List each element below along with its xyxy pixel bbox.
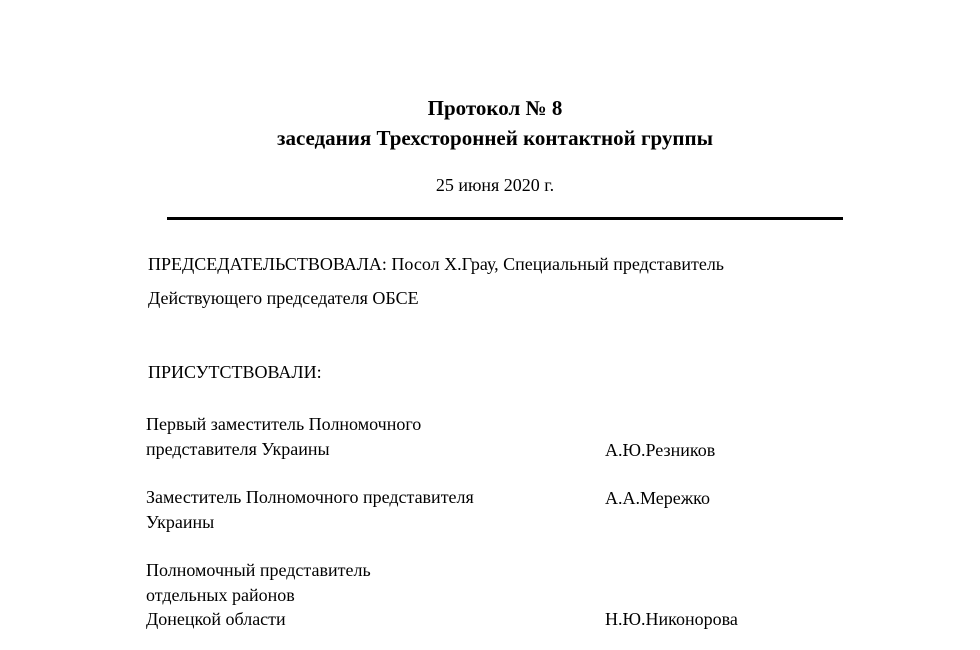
participant-3-role-line-1: Полномочный представитель [146, 560, 371, 580]
document-date: 25 июня 2020 г. [435, 175, 555, 195]
document-subtitle: заседания Трехсторонней контактной группы [277, 126, 713, 150]
participant-1-name: А.Ю.Резников [605, 440, 716, 460]
participant-2-role-line-1: Заместитель Полномочного представителя [146, 487, 474, 507]
participant-2-role-line-2: Украины [146, 512, 215, 532]
document-title: Протокол № 8 [427, 96, 563, 120]
chair-line-2: Действующего председателя ОБСЕ [148, 288, 419, 308]
participant-3-role-line-2: отдельных районов [146, 585, 295, 605]
present-heading: ПРИСУТСТВОВАЛИ: [148, 362, 322, 382]
participant-1-role-line-2: представителя Украины [146, 439, 330, 459]
horizontal-rule [167, 217, 843, 220]
participant-2-name: А.А.Мережко [605, 488, 711, 508]
chair-line-1: ПРЕДСЕДАТЕЛЬСТВОВАЛА: Посол Х.Грау, Специальный представитель [148, 254, 725, 274]
participant-3-name: Н.Ю.Никонорова [605, 609, 738, 629]
participant-1-role-line-1: Первый заместитель Полномочного [146, 414, 422, 434]
participant-3-role-line-3: Донецкой области [146, 609, 286, 629]
